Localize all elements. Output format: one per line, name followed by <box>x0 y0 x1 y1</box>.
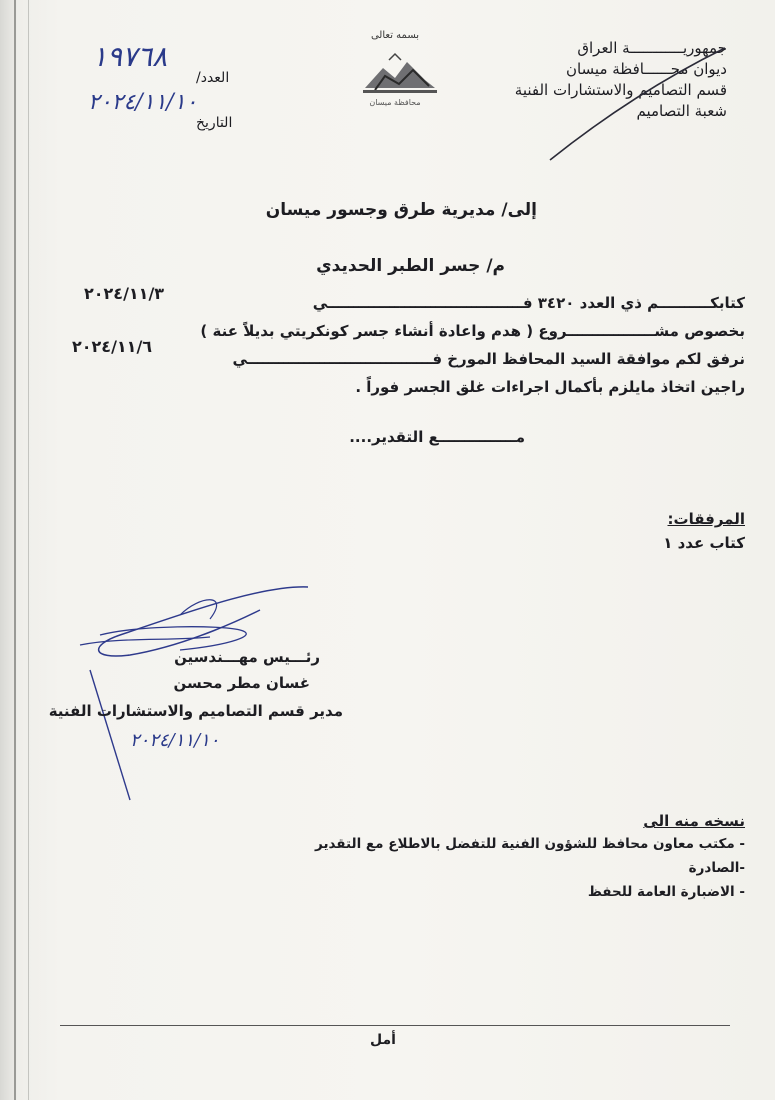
header-scribble <box>540 40 740 170</box>
number-value: ١٩٧٦٨ <box>92 40 168 73</box>
basmala: بسمه تعالى <box>370 30 420 41</box>
body-line-3-date: ٢٠٢٤/١١/٦ <box>72 337 153 356</box>
attachments-item: كتاب عدد ١ <box>663 534 745 552</box>
handwritten-signature <box>60 575 320 815</box>
attachments-label: المرفقات: <box>667 510 745 528</box>
margin-rule-inner <box>28 0 29 1100</box>
copies-item-1: - مكتب معاون محافظ للشؤون الفنية للتفضل بالاطلاع مع التقدير <box>315 836 745 852</box>
body-line-2: بخصوص مشـــــــــــــــــروع ( هدم واعادة أنشاء جسر كونكريتي بديلاً عنة ) <box>200 322 745 340</box>
signature-date: ٢٠٢٤/١١/١٠ <box>130 730 220 751</box>
header-line-section: شعبة التصاميم <box>636 102 727 120</box>
header-line-country: جمهوريــــــــــــة العراق <box>577 39 727 57</box>
number-label: العدد/ <box>196 70 230 86</box>
date-label: التاريخ <box>196 115 233 131</box>
signature-title: رئـــيس مهـــندسين <box>174 648 320 666</box>
copies-item-3: - الاضبارة العامة للحفظ <box>587 884 745 900</box>
body-line-1-date: ٢٠٢٤/١١/٣ <box>84 284 165 303</box>
date-value: ٢٠٢٤/١١/١٠ <box>88 90 198 115</box>
subject: م/ جسر الطبر الحديدي <box>316 256 505 276</box>
copies-item-2: -الصادرة <box>688 860 745 876</box>
signature-name: غسان مطر محسن <box>173 674 310 692</box>
copies-heading: نسخه منه الى <box>643 812 745 830</box>
closing: مـــــــــــــــع التقدير.... <box>349 428 525 446</box>
logo-caption: محافظة ميسان <box>369 98 421 107</box>
footer-divider <box>60 1025 730 1026</box>
addressee: إلى/ مديرية طرق وجسور ميسان <box>265 200 537 220</box>
signature-position: مدير قسم التصاميم والاستشارات الفنية <box>48 702 343 720</box>
header-line-department: قسم التصاميم والاستشارات الفنية <box>514 81 727 99</box>
body-line-1: كتابكــــــــــم ذي العدد ٣٤٢٠ فــــــــــــــــــــــــــــــــــــــي <box>312 294 745 312</box>
header-line-office: ديوان محــــــافظة ميسان <box>565 60 727 78</box>
government-logo-icon <box>355 50 445 100</box>
margin-rule <box>14 0 16 1100</box>
body-line-4: راجين اتخاذ مايلزم بأكمال اجراءات غلق الجسر فوراً . <box>355 378 745 396</box>
footer-initials: أمل <box>370 1032 396 1048</box>
body-line-3: نرفق لكم موافقة السيد المحافظ المورخ فــــــــــــــــــــــــــــــــــــي <box>232 350 745 368</box>
